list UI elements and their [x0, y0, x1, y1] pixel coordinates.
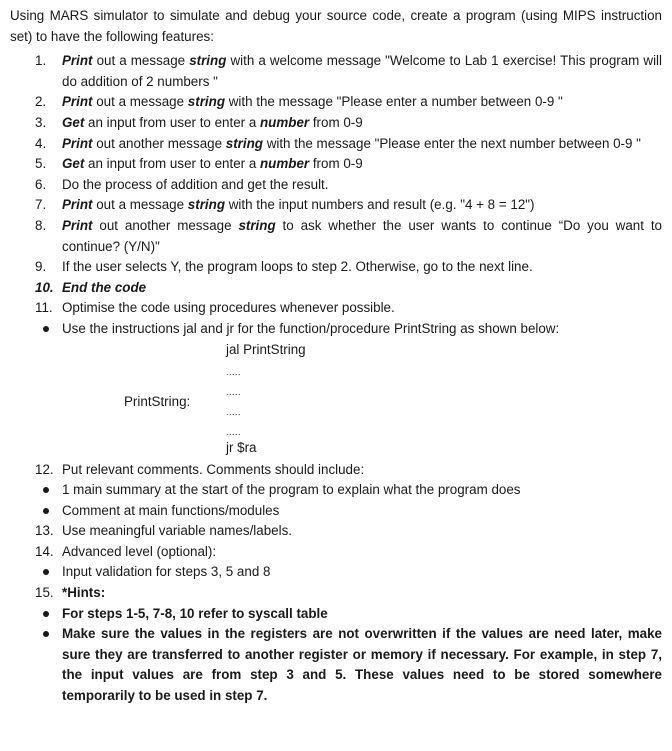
step-text: *Hints:: [62, 585, 106, 601]
code-jr-line: jr $ra: [226, 439, 257, 455]
step-text: to ask whether the user wants to continue “Do you want to continue? (Y/N)": [62, 217, 662, 254]
step-text: If the user selects Y, the program loops to step 2. Otherwise, go to the next line.: [62, 259, 533, 275]
steps-list: [10, 51, 662, 706]
step-keyword: string: [189, 53, 227, 69]
step-text: Put relevant comments. Comments should include:: [62, 461, 365, 477]
code-jal-line: jal PrintString: [226, 341, 306, 357]
step-keyword: Print: [62, 217, 93, 233]
bullet-item: Use the instructions jal and jr for the function/procedure PrintString as shown below:: [10, 319, 662, 340]
step-keyword: number: [260, 156, 310, 172]
step-text: with the message "Please enter the next number between 0-9 ": [262, 135, 641, 151]
step-keyword: Get: [62, 114, 85, 130]
step-keyword: string: [187, 94, 225, 110]
step-keyword: number: [260, 114, 310, 130]
step-text: an input from user to enter a: [84, 156, 260, 172]
step-text: Advanced level (optional):: [62, 543, 217, 559]
bullet-item: For steps 1-5, 7-8, 10 refer to syscall table: [10, 604, 662, 625]
step-11-bullets: [10, 319, 662, 340]
step-1: [10, 51, 662, 92]
step-text: out a message: [92, 53, 190, 69]
step-number: 14.: [35, 543, 54, 559]
step-text: with the input numbers and result (e.g. "4 + 8 = 12"): [225, 197, 535, 213]
step-keyword: Print: [62, 135, 93, 151]
intro-paragraph: Using MARS simulator to simulate and debug your source code, create a program (using MIPS instruction set) to have the following features:: [10, 8, 662, 44]
step-number: 2.: [35, 94, 47, 110]
step-12-bullets: [10, 480, 662, 521]
step-text: out a message: [92, 197, 188, 213]
step-3: [10, 113, 662, 134]
step-text: from 0-9: [309, 156, 363, 172]
step-text: Use meaningful variable names/labels.: [62, 523, 292, 539]
step-15: [10, 583, 662, 707]
step-number: 9.: [35, 259, 47, 275]
code-ellipsis: .....: [226, 426, 242, 437]
step-number: 11.: [35, 300, 53, 316]
step-text: from 0-9: [309, 114, 363, 130]
code-printstring-label: PrintString:: [124, 393, 191, 409]
code-ellipsis: .....: [226, 386, 242, 397]
bullet-item: 1 main summary at the start of the program to explain what the program does: [10, 480, 662, 501]
step-11: [10, 298, 662, 455]
step-7: [10, 195, 662, 216]
step-5: [10, 154, 662, 175]
hints-bullets: [10, 604, 662, 707]
step-4: [10, 134, 662, 155]
step-number: 12.: [35, 461, 54, 477]
step-14-bullets: [10, 562, 662, 583]
step-keyword: string: [225, 135, 263, 151]
step-13: [10, 521, 662, 542]
step-number: 7.: [35, 197, 47, 213]
step-keyword: string: [238, 217, 276, 233]
step-number: 8.: [35, 217, 47, 233]
step-keyword: Print: [62, 197, 93, 213]
bullet-item: Input validation for steps 3, 5 and 8: [10, 562, 662, 583]
step-9: [10, 257, 662, 278]
step-number: 15.: [35, 585, 54, 601]
step-keyword: Print: [62, 94, 93, 110]
step-text: out another message: [92, 217, 239, 233]
step-text: End the code: [62, 279, 147, 295]
code-example: [10, 340, 662, 455]
step-number: 4.: [35, 135, 47, 151]
step-10: [10, 278, 662, 299]
bullet-item: Comment at main functions/modules: [10, 501, 662, 522]
step-number: 5.: [35, 156, 47, 172]
step-8: [10, 216, 662, 257]
step-keyword: Get: [62, 156, 85, 172]
step-text: an input from user to enter a: [84, 114, 260, 130]
step-text: out another message: [92, 135, 226, 151]
step-number: 6.: [35, 176, 47, 192]
step-14: [10, 542, 662, 583]
step-text: Optimise the code using procedures whenever possible.: [62, 300, 395, 316]
step-text: with the message "Please enter a number between 0-9 ": [225, 94, 563, 110]
step-text: with a welcome message "Welcome to Lab 1 exercise! This program will do addition of 2 numbers ": [62, 53, 662, 89]
step-number: 10.: [35, 279, 54, 295]
step-number: 13.: [35, 523, 54, 539]
step-text: out a message: [92, 94, 188, 110]
step-6: [10, 175, 662, 196]
code-ellipsis: .....: [226, 406, 242, 417]
step-2: [10, 92, 662, 113]
code-ellipsis: .....: [226, 366, 242, 377]
step-number: 1.: [35, 53, 47, 69]
step-keyword: string: [187, 197, 225, 213]
step-12: [10, 460, 662, 522]
step-keyword: Print: [62, 53, 93, 69]
step-text: Do the process of addition and get the result.: [62, 176, 329, 192]
step-number: 3.: [35, 114, 47, 130]
bullet-item: Make sure the values in the registers are not overwritten if the values are need later, make sure they are transferred to another register or memory if necessary. For example, in step 7, the input values are from step 3 and 5. These values need to be stored somewhere temporarily to be used in step 7.: [10, 624, 662, 706]
